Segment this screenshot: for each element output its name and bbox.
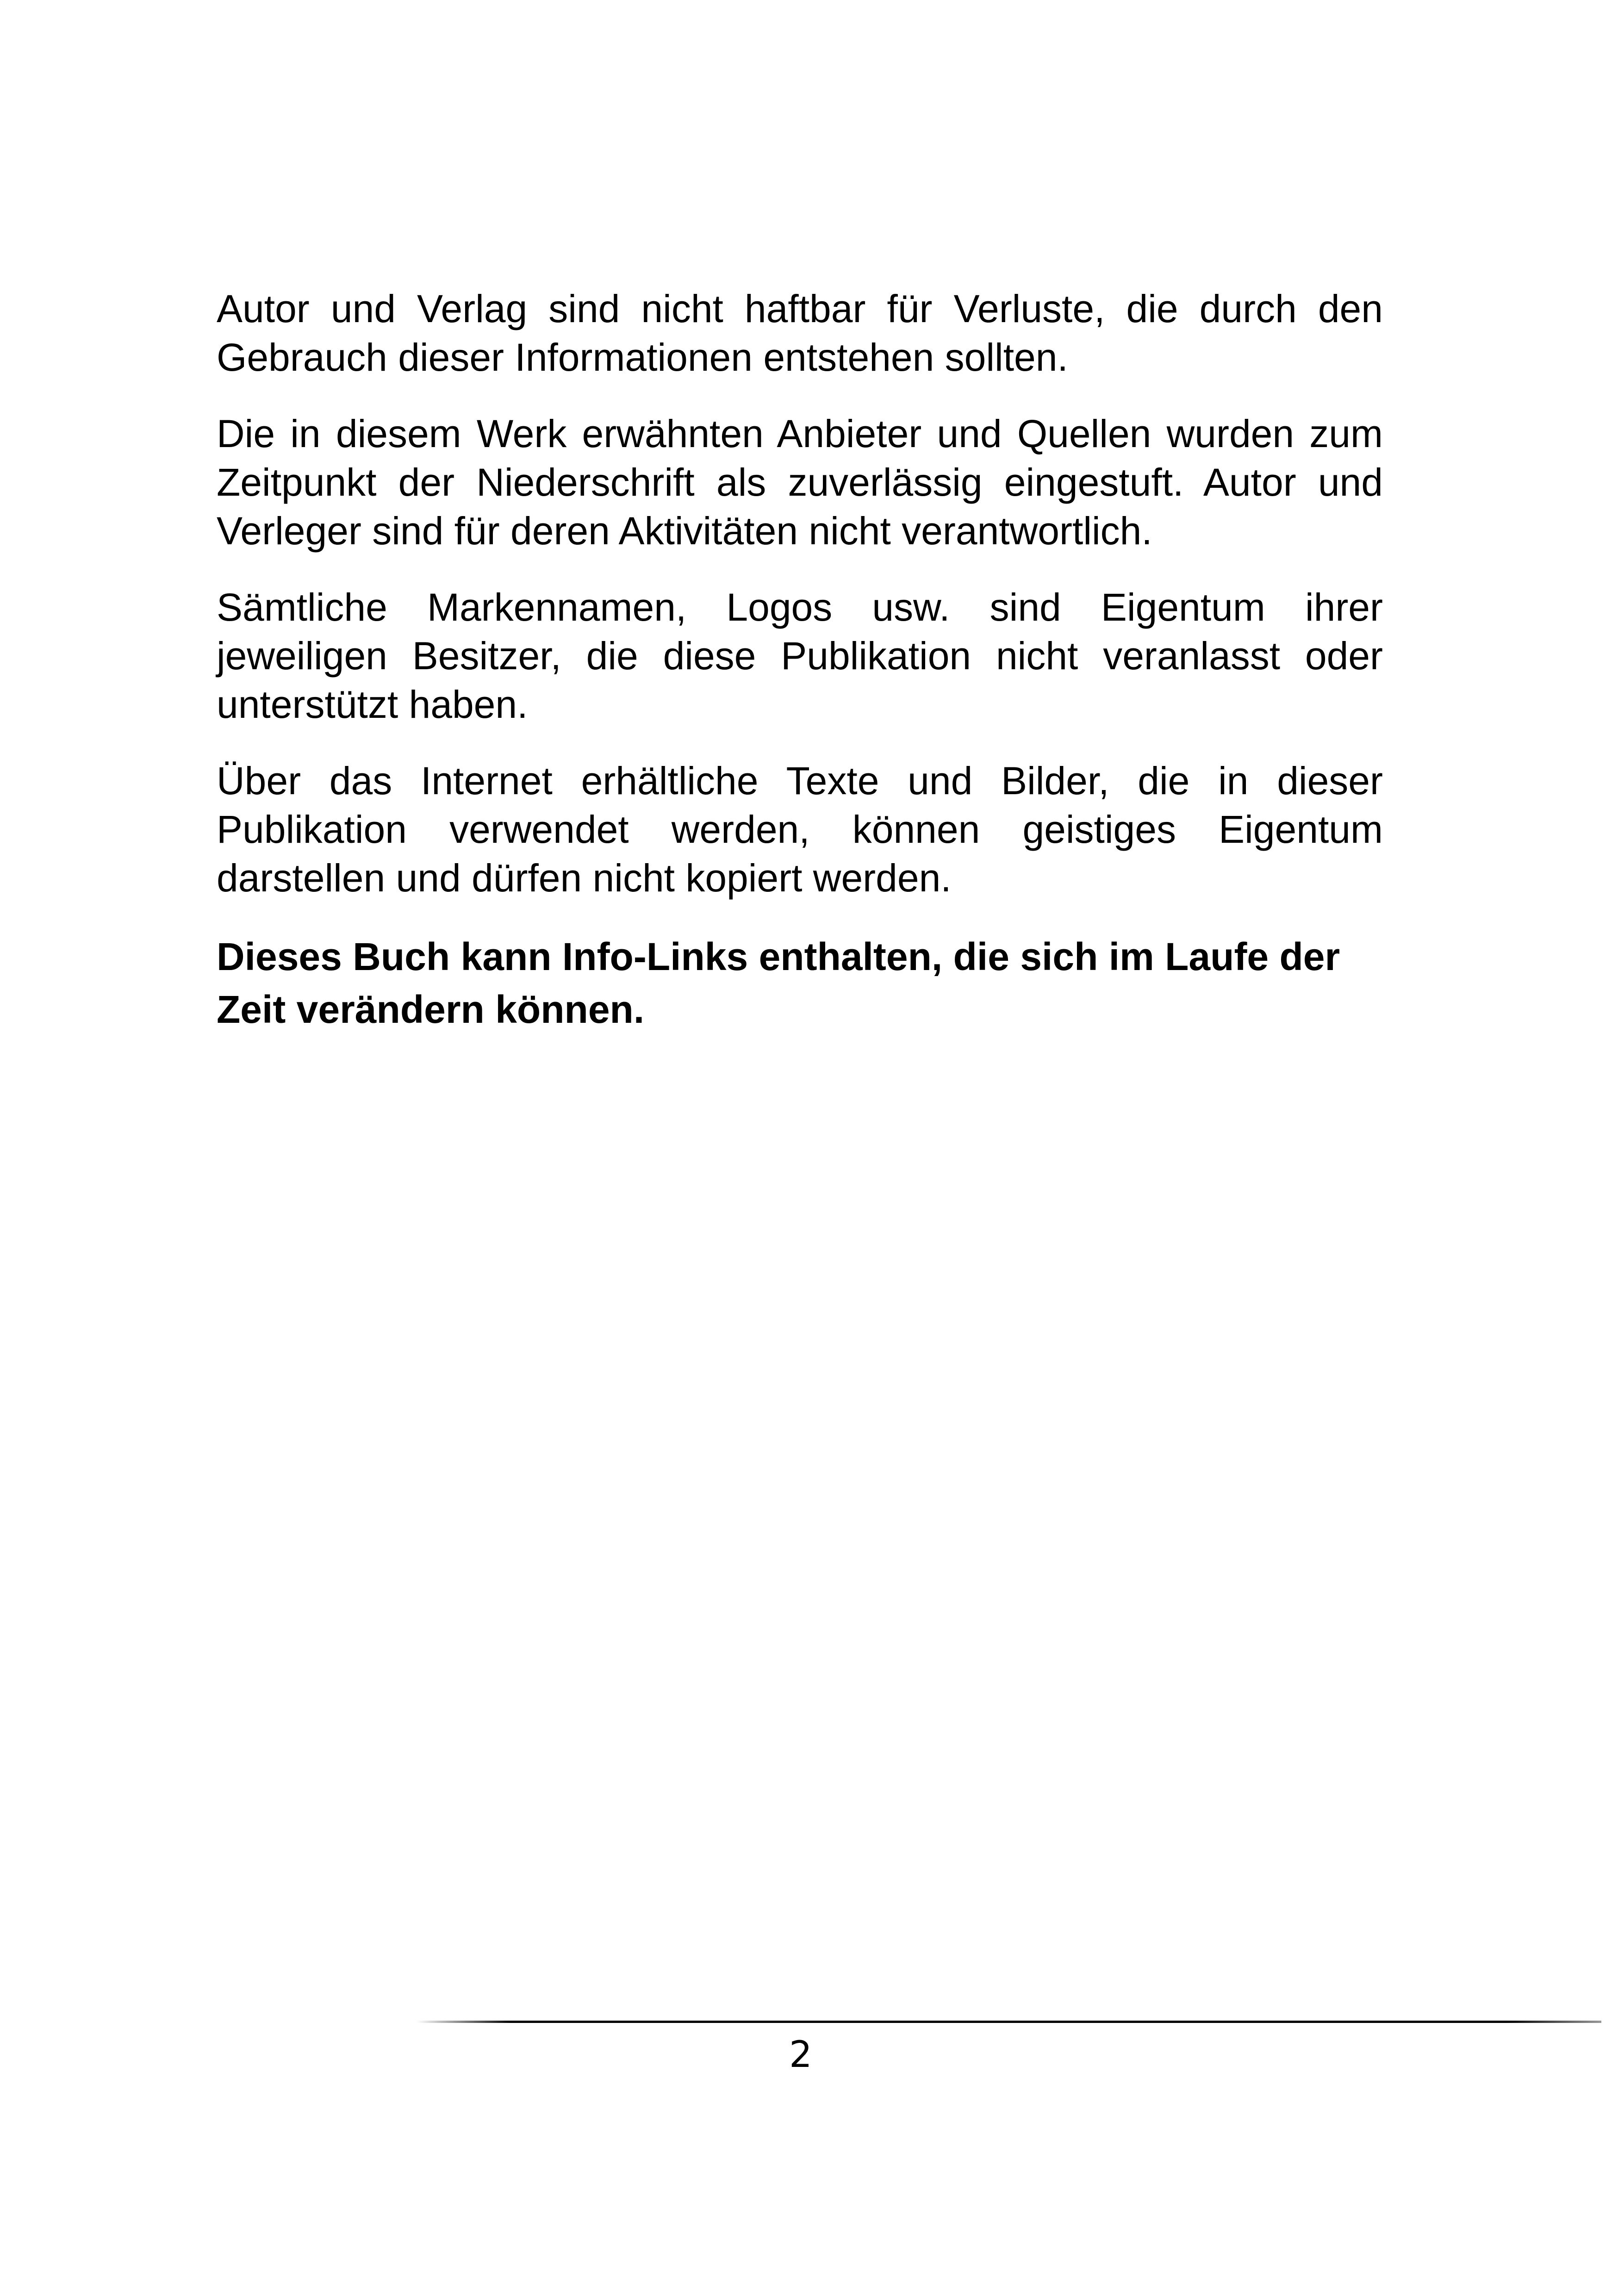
footer-divider <box>417 2021 1601 2023</box>
paragraph-sources: Die in diesem Werk erwähnten Anbieter und Quellen wurden zum Zeitpunkt der Niederschrift als zuverlässig eingestuft. Autor und Verleger sind für deren Aktivitäten nicht verantwortlich. <box>217 412 1383 553</box>
paragraph-liability: Autor und Verlag sind nicht haftbar für Verluste, die durch den Gebrauch dieser Informationen entstehen sollten. <box>217 287 1383 379</box>
body-text <box>217 285 1383 1064</box>
paragraph-trademarks: Sämtliche Markennamen, Logos usw. sind Eigentum ihrer jeweiligen Besitzer, die diese Publikation nicht veranlasst oder unterstützt haben. <box>217 585 1383 726</box>
page-number: 2 <box>789 2034 812 2076</box>
bold-note: Dieses Buch kann Info-Links enthalten, die sich im Laufe der Zeit verändern können. <box>217 935 1340 1031</box>
paragraph-copyright: Über das Internet erhältliche Texte und Bilder, die in dieser Publikation verwendet werden, können geistiges Eigentum darstellen und dürfen nicht kopiert werden. <box>217 759 1383 900</box>
